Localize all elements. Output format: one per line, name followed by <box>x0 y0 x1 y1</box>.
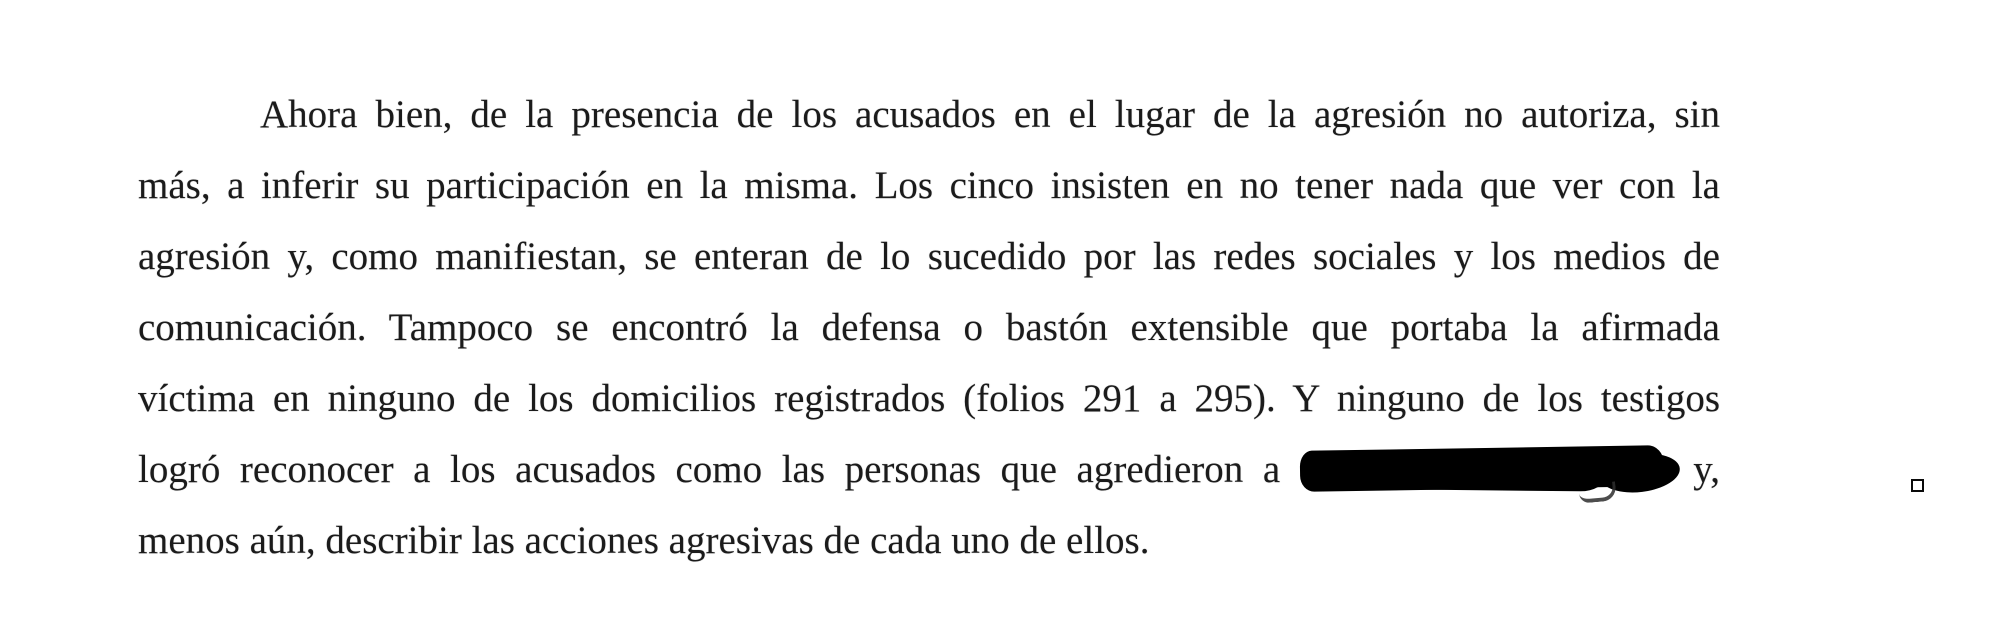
paragraph <box>138 79 1720 576</box>
redacted-letter-fragment <box>1578 481 1617 503</box>
annotation-square-marker <box>1911 479 1924 492</box>
text-line-5: víctima en ninguno de los domicilios registrados (folios 291 a 295). Y ninguno de los testigos <box>138 377 1720 420</box>
text-line-1: Ahora bien, de la presencia de los acusados en el lugar de la agresión no autoriza, sin <box>260 93 1720 136</box>
redaction-mark <box>1300 446 1674 493</box>
text-line-4: comunicación. Tampoco se encontró la defensa o bastón extensible que portaba la afirmada <box>138 306 1720 349</box>
text-line-3: agresión y, como manifiestan, se enteran de lo sucedido por las redes sociales y los medios de <box>138 235 1720 278</box>
text-line-6 <box>138 434 1720 505</box>
text-line-6-after-redaction: y, <box>1693 448 1721 491</box>
text-line-7: menos aún, describir las acciones agresivas de cada uno de ellos. <box>138 519 1150 562</box>
text-line-6-before-redaction: logró reconocer a los acusados como las personas que agredieron a <box>138 448 1281 491</box>
text-line-2: más, a inferir su participación en la misma. Los cinco insisten en no tener nada que ver con la <box>138 164 1720 207</box>
redaction-stroke-lower <box>1306 462 1606 491</box>
